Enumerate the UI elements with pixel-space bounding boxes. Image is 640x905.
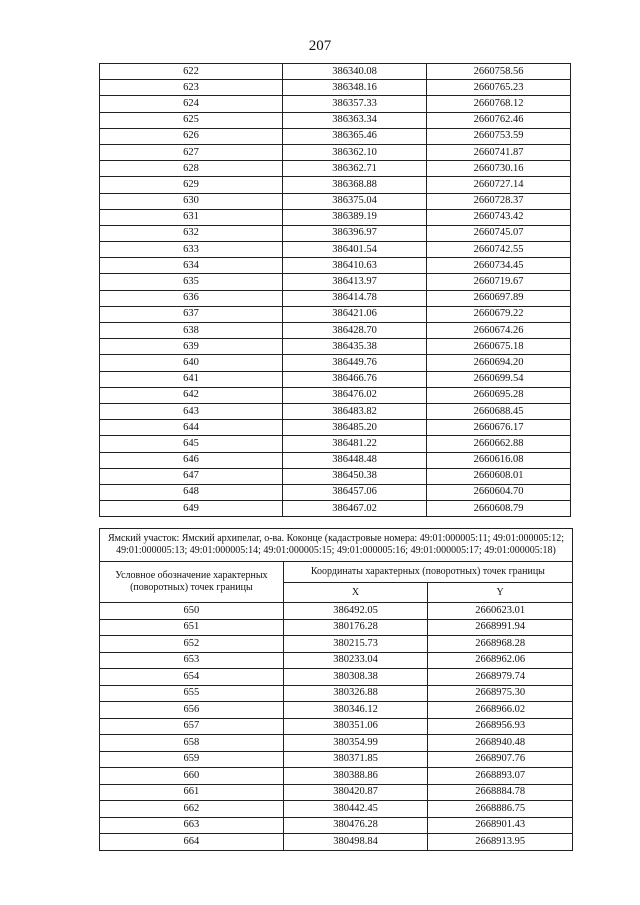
coord-y: 2668884.78 — [428, 784, 573, 801]
coord-y: 2660676.17 — [427, 420, 571, 436]
point-id: 636 — [100, 290, 283, 306]
coord-y: 2660662.88 — [427, 436, 571, 452]
coord-x: 386421.06 — [283, 306, 427, 322]
point-id: 650 — [100, 603, 284, 620]
table-row — [100, 80, 571, 96]
table-row — [100, 669, 573, 686]
table-row — [100, 355, 571, 371]
coord-x: 380346.12 — [283, 702, 428, 719]
coord-x: 380498.84 — [283, 834, 428, 851]
coord-x: 380354.99 — [283, 735, 428, 752]
table-row — [100, 784, 573, 801]
coord-x: 386435.38 — [283, 339, 427, 355]
point-id: 654 — [100, 669, 284, 686]
coord-y: 2660765.23 — [427, 80, 571, 96]
point-id: 644 — [100, 420, 283, 436]
coord-x: 386375.04 — [283, 193, 427, 209]
coord-y: 2668893.07 — [428, 768, 573, 785]
coord-x: 380351.06 — [283, 718, 428, 735]
coord-x: 386413.97 — [283, 274, 427, 290]
table1-body — [100, 64, 571, 517]
coord-x: 386368.88 — [283, 177, 427, 193]
coord-y: 2660768.12 — [427, 96, 571, 112]
table-row — [100, 834, 573, 851]
coord-y: 2660727.14 — [427, 177, 571, 193]
point-id: 652 — [100, 636, 284, 653]
table-row — [100, 619, 573, 636]
point-id: 647 — [100, 468, 283, 484]
coord-x: 386396.97 — [283, 225, 427, 241]
coord-y: 2668991.94 — [428, 619, 573, 636]
point-id: 656 — [100, 702, 284, 719]
point-id: 631 — [100, 209, 283, 225]
coord-y: 2660730.16 — [427, 161, 571, 177]
table-row — [100, 768, 573, 785]
coord-y: 2660608.79 — [427, 501, 571, 517]
coord-x: 380476.28 — [283, 817, 428, 834]
coord-x: 386414.78 — [283, 290, 427, 306]
coord-x: 386492.05 — [283, 603, 428, 620]
table-row — [100, 64, 571, 80]
point-id: 638 — [100, 323, 283, 339]
coord-y: 2660688.45 — [427, 403, 571, 419]
coord-x: 386466.76 — [283, 371, 427, 387]
point-id: 649 — [100, 501, 283, 517]
coord-x: 386450.38 — [283, 468, 427, 484]
point-id: 642 — [100, 387, 283, 403]
coord-x: 380371.85 — [283, 751, 428, 768]
point-id: 657 — [100, 718, 284, 735]
table-row — [100, 636, 573, 653]
point-id: 623 — [100, 80, 283, 96]
coord-y: 2660745.07 — [427, 225, 571, 241]
table-row — [100, 274, 571, 290]
table-row — [100, 225, 571, 241]
coordinates-table-continued — [99, 63, 571, 517]
table-row — [100, 112, 571, 128]
coord-y: 2668913.95 — [428, 834, 573, 851]
page-number: 207 — [308, 38, 332, 54]
point-id: 625 — [100, 112, 283, 128]
table-caption-row — [100, 529, 573, 562]
point-id: 664 — [100, 834, 284, 851]
point-id: 624 — [100, 96, 283, 112]
table-row — [100, 452, 571, 468]
coord-y: 2660608.01 — [427, 468, 571, 484]
coord-y: 2660604.70 — [427, 484, 571, 500]
table-row — [100, 323, 571, 339]
coord-y: 2660728.37 — [427, 193, 571, 209]
point-id: 640 — [100, 355, 283, 371]
header-coords-label: Координаты характерных (поворотных) точек границы — [283, 562, 572, 583]
header-y: Y — [428, 583, 573, 603]
point-id: 632 — [100, 225, 283, 241]
coord-y: 2660616.08 — [427, 452, 571, 468]
table-row — [100, 751, 573, 768]
point-id: 659 — [100, 751, 284, 768]
coord-y: 2668966.02 — [428, 702, 573, 719]
point-id: 635 — [100, 274, 283, 290]
coord-y: 2660674.26 — [427, 323, 571, 339]
coord-y: 2660719.67 — [427, 274, 571, 290]
point-id: 630 — [100, 193, 283, 209]
table-row — [100, 735, 573, 752]
table-row — [100, 258, 571, 274]
point-id: 626 — [100, 128, 283, 144]
coord-y: 2668979.74 — [428, 669, 573, 686]
coord-x: 380176.28 — [283, 619, 428, 636]
coord-x: 386340.08 — [283, 64, 427, 80]
table-row — [100, 306, 571, 322]
table-row — [100, 484, 571, 500]
point-id: 639 — [100, 339, 283, 355]
coord-y: 2660741.87 — [427, 144, 571, 160]
point-id: 645 — [100, 436, 283, 452]
point-id: 641 — [100, 371, 283, 387]
point-id: 646 — [100, 452, 283, 468]
header-x: X — [283, 583, 428, 603]
table-row — [100, 685, 573, 702]
point-id: 643 — [100, 403, 283, 419]
coord-x: 380308.38 — [283, 669, 428, 686]
table-row — [100, 718, 573, 735]
coord-x: 386362.71 — [283, 161, 427, 177]
table-row — [100, 403, 571, 419]
coord-x: 386401.54 — [283, 242, 427, 258]
point-id: 634 — [100, 258, 283, 274]
coord-x: 386448.48 — [283, 452, 427, 468]
coord-y: 2660697.89 — [427, 290, 571, 306]
coord-x: 386363.34 — [283, 112, 427, 128]
coord-y: 2668956.93 — [428, 718, 573, 735]
point-id: 629 — [100, 177, 283, 193]
table-row — [100, 177, 571, 193]
coord-y: 2660695.28 — [427, 387, 571, 403]
coord-x: 386348.16 — [283, 80, 427, 96]
coord-y: 2668886.75 — [428, 801, 573, 818]
table-row — [100, 371, 571, 387]
point-id: 637 — [100, 306, 283, 322]
coord-y: 2668962.06 — [428, 652, 573, 669]
coord-x: 380233.04 — [283, 652, 428, 669]
point-id: 662 — [100, 801, 284, 818]
coord-y: 2660762.46 — [427, 112, 571, 128]
point-id: 658 — [100, 735, 284, 752]
table-row — [100, 436, 571, 452]
table-row — [100, 702, 573, 719]
table-row — [100, 242, 571, 258]
coord-x: 380442.45 — [283, 801, 428, 818]
point-id: 651 — [100, 619, 284, 636]
table-caption: Ямский участок: Ямский архипелаг, о-ва. Коконце (кадастровые номера: 49:01:000005:11; 49:01:000005:12; 49:01:000005:13; 49:01:000005:14; 49:01:000005:15; 49:01:000005:16; 49:01:000005:17; 49:01:000005:18) — [100, 529, 573, 562]
coord-y: 2668901.43 — [428, 817, 573, 834]
table-row — [100, 652, 573, 669]
coord-y: 2668940.48 — [428, 735, 573, 752]
table-row — [100, 339, 571, 355]
point-id: 655 — [100, 685, 284, 702]
coord-y: 2660623.01 — [428, 603, 573, 620]
coord-x: 380215.73 — [283, 636, 428, 653]
coord-x: 380326.88 — [283, 685, 428, 702]
coord-x: 386410.63 — [283, 258, 427, 274]
coord-y: 2668968.28 — [428, 636, 573, 653]
table-row — [100, 801, 573, 818]
coord-y: 2660694.20 — [427, 355, 571, 371]
coord-x: 386483.82 — [283, 403, 427, 419]
coord-x: 386362.10 — [283, 144, 427, 160]
point-id: 628 — [100, 161, 283, 177]
coord-y: 2668907.76 — [428, 751, 573, 768]
coord-x: 386389.19 — [283, 209, 427, 225]
coord-x: 386467.02 — [283, 501, 427, 517]
point-id: 627 — [100, 144, 283, 160]
table-row — [100, 603, 573, 620]
coord-x: 386476.02 — [283, 387, 427, 403]
table-row — [100, 144, 571, 160]
coordinates-table-yamsky — [99, 528, 573, 851]
coord-x: 386481.22 — [283, 436, 427, 452]
table-row — [100, 387, 571, 403]
coord-x: 386457.06 — [283, 484, 427, 500]
point-id: 622 — [100, 64, 283, 80]
table-row — [100, 161, 571, 177]
point-id: 660 — [100, 768, 284, 785]
coord-x: 386365.46 — [283, 128, 427, 144]
coord-x: 386428.70 — [283, 323, 427, 339]
table-row — [100, 420, 571, 436]
coord-x: 386449.76 — [283, 355, 427, 371]
table-row — [100, 501, 571, 517]
table-row — [100, 468, 571, 484]
coord-x: 386485.20 — [283, 420, 427, 436]
coord-y: 2660742.55 — [427, 242, 571, 258]
point-id: 648 — [100, 484, 283, 500]
coord-y: 2660734.45 — [427, 258, 571, 274]
table-row — [100, 128, 571, 144]
coord-y: 2668975.30 — [428, 685, 573, 702]
point-id: 633 — [100, 242, 283, 258]
point-id: 661 — [100, 784, 284, 801]
table-row — [100, 193, 571, 209]
coord-y: 2660758.56 — [427, 64, 571, 80]
header-point-label: Условное обозначение характерных (поворотных) точек границы — [100, 562, 284, 603]
table-row — [100, 96, 571, 112]
coord-y: 2660679.22 — [427, 306, 571, 322]
coord-y: 2660675.18 — [427, 339, 571, 355]
coord-y: 2660753.59 — [427, 128, 571, 144]
coord-y: 2660743.42 — [427, 209, 571, 225]
table-row — [100, 209, 571, 225]
coord-x: 380388.86 — [283, 768, 428, 785]
table2-body — [100, 529, 573, 851]
point-id: 663 — [100, 817, 284, 834]
table-row — [100, 817, 573, 834]
coord-y: 2660699.54 — [427, 371, 571, 387]
point-id: 653 — [100, 652, 284, 669]
coord-x: 386357.33 — [283, 96, 427, 112]
table-header-row — [100, 562, 573, 583]
table-row — [100, 290, 571, 306]
coord-x: 380420.87 — [283, 784, 428, 801]
